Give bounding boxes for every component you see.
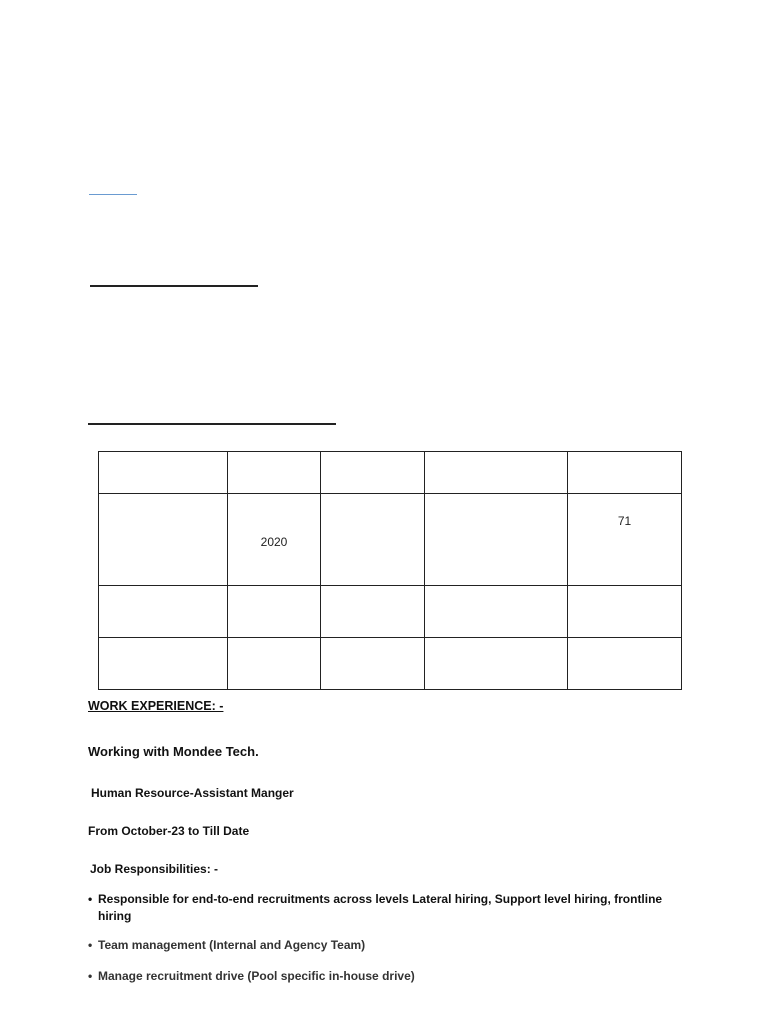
table-cell	[228, 586, 321, 638]
table-cell	[321, 494, 425, 586]
table-cell	[425, 638, 568, 690]
table-cell	[228, 452, 321, 494]
table-cell	[321, 638, 425, 690]
table-cell	[228, 638, 321, 690]
table-row	[99, 494, 682, 586]
table-cell	[99, 586, 228, 638]
table-cell-score: 71	[568, 494, 682, 586]
responsibilities-list	[88, 891, 678, 985]
table-cell	[568, 638, 682, 690]
work-experience-heading: WORK EXPERIENCE: -	[88, 699, 224, 713]
table-cell	[568, 586, 682, 638]
responsibilities-label: Job Responsibilities: -	[90, 862, 219, 876]
table-row	[99, 638, 682, 690]
section-heading-underline	[88, 423, 336, 425]
list-item-text: Team management (Internal and Agency Team)	[98, 938, 366, 952]
qualification-table	[98, 451, 682, 690]
job-title: Human Resource-Assistant Manger	[91, 786, 294, 800]
bullet-icon: •	[88, 969, 93, 983]
table-cell	[425, 586, 568, 638]
table-cell	[425, 494, 568, 586]
hyperlink-underline[interactable]	[89, 194, 137, 195]
employment-dates: From October-23 to Till Date	[88, 824, 250, 838]
table-row	[99, 452, 682, 494]
table-cell-year: 2020	[228, 494, 321, 586]
list-item-text: Manage recruitment drive (Pool specific in-house drive)	[98, 969, 415, 983]
table-cell	[321, 586, 425, 638]
bullet-icon: •	[88, 892, 93, 906]
table-cell	[321, 452, 425, 494]
table-cell	[99, 452, 228, 494]
table-cell	[99, 638, 228, 690]
table-row	[99, 586, 682, 638]
list-item	[88, 937, 678, 954]
list-item	[88, 891, 678, 925]
section-heading-underline	[90, 285, 258, 287]
table-cell	[568, 452, 682, 494]
list-item-text: Responsible for end-to-end recruitments across levels Lateral hiring, Support level hiring, frontline hiring	[98, 892, 663, 923]
company-line: Working with Mondee Tech.	[88, 744, 259, 759]
list-item	[88, 968, 678, 985]
table-cell	[425, 452, 568, 494]
bullet-icon: •	[88, 938, 93, 952]
table-cell	[99, 494, 228, 586]
